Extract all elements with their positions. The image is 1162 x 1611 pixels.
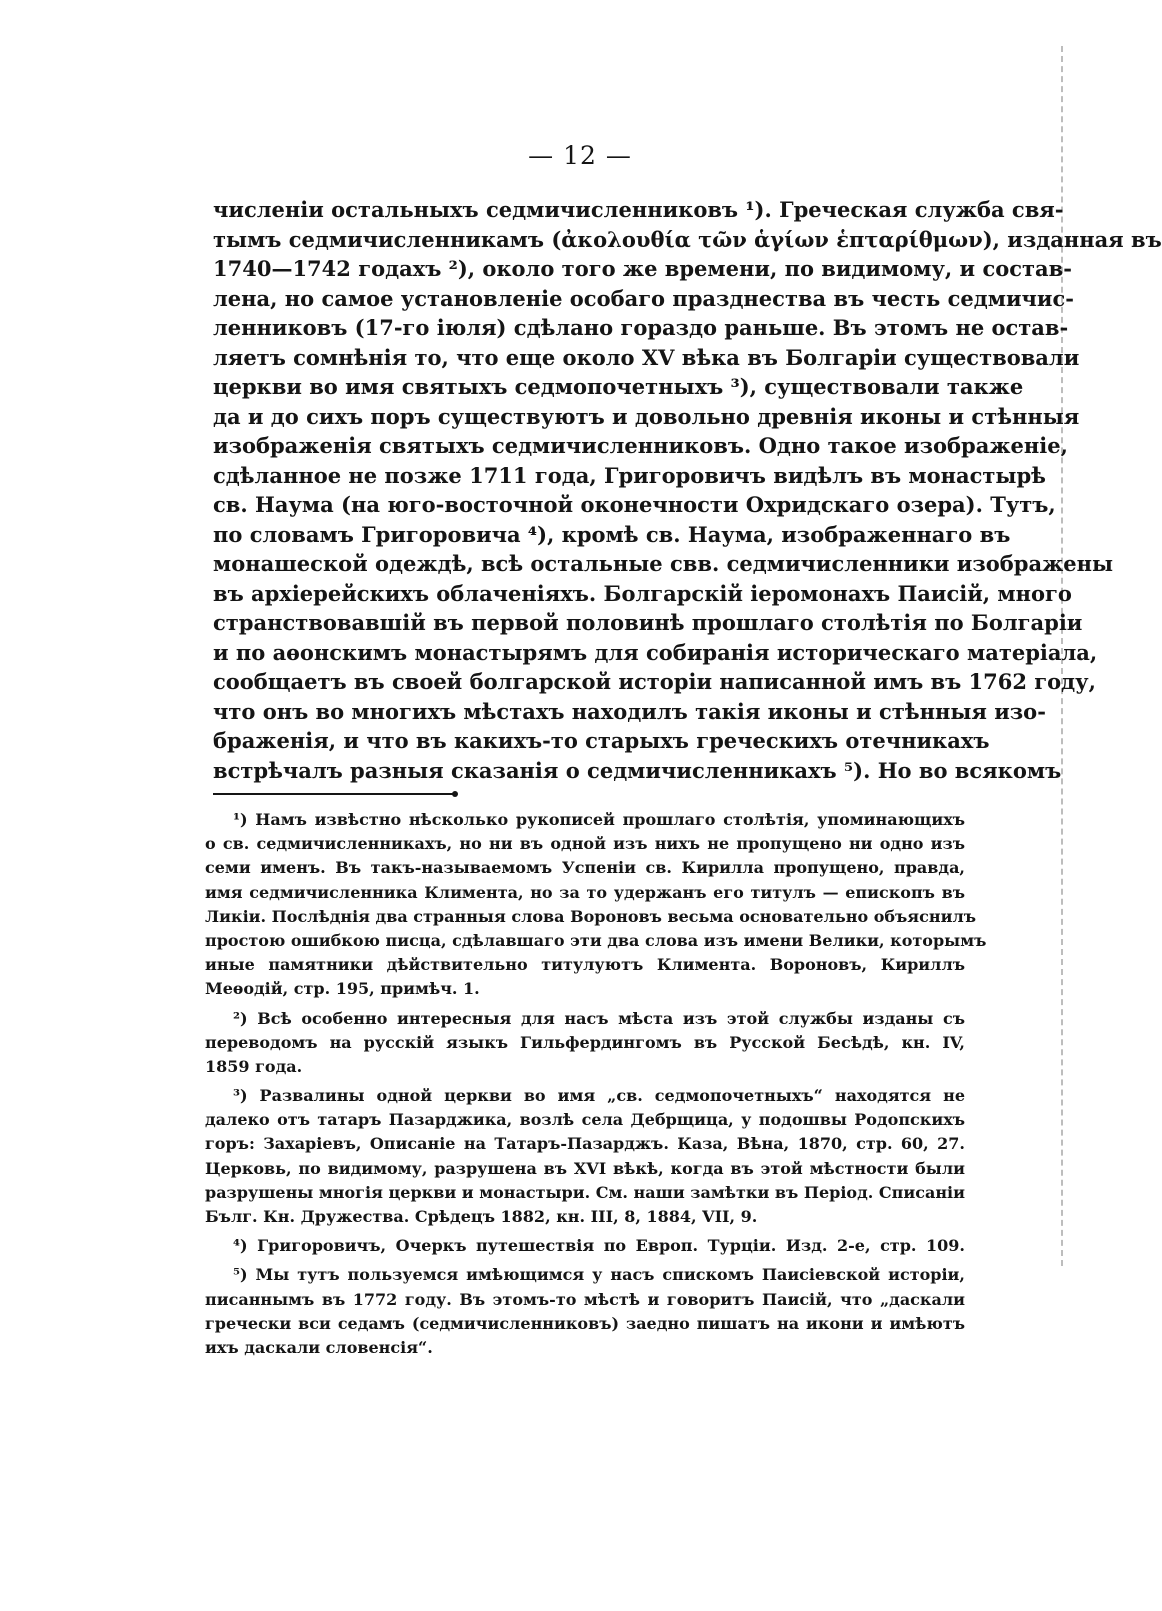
footnote-line: простою ошибкою писца, сдѣлавшаго эти два слова изъ имени Велики, которымъ: [205, 930, 987, 950]
page-number: — 12 —: [528, 141, 632, 170]
body-line: лена, но самое установленіе особаго празднества въ честь седмичис-: [213, 285, 1074, 311]
footnote-line: о св. седмичисленникахъ, но ни въ одной изъ нихъ не пропущено ни одно изъ: [205, 834, 965, 854]
footnote-line: Церковь, по видимому, разрушена въ XVI вѣкѣ, когда въ этой мѣстности были: [205, 1158, 965, 1178]
footnote-1: [205, 808, 987, 1002]
body-line: и по аѳонскимъ монастырямъ для собиранія историческаго матеріала,: [213, 639, 1098, 665]
footnote-line: переводомъ на русскій языкъ Гильфердингомъ въ Русской Бесѣдѣ, кн. IV,: [205, 1032, 965, 1052]
body-line: церкви во имя святыхъ седмопочетныхъ ³), существовали также: [213, 374, 1024, 399]
footnote-line: ³) Развалины одной церкви во имя „св. седмопочетныхъ“ находятся не: [233, 1086, 965, 1106]
body-line: по словамъ Григоровича ⁴), кромѣ св. Наума, изображеннаго въ: [213, 521, 1011, 547]
footnote-line: семи именъ. Въ такъ-называемомъ Успеніи св. Кирилла пропущено, правда,: [205, 858, 965, 878]
footnote-5: [205, 1263, 965, 1360]
footnote-line: 1859 года.: [205, 1056, 303, 1076]
body-line: изображенія святыхъ седмичисленниковъ. Одно такое изображеніе,: [213, 433, 1068, 458]
footnote-line: ⁴) Григоровичъ, Очеркъ путешествія по Европ. Турціи. Изд. 2-е, стр. 109.: [233, 1236, 965, 1256]
footnote-line: Бълг. Кн. Дружества. Срѣдецъ 1882, кн. III, 8, 1884, VII, 9.: [205, 1207, 758, 1226]
body-line: въ архіерейскихъ облаченіяхъ. Болгарскій іеромонахъ Паисій, много: [213, 580, 1072, 606]
footnote-2: [205, 1007, 965, 1080]
body-line: сдѣланное не позже 1711 года, Григоровичъ видѣлъ въ монастырѣ: [213, 462, 1046, 488]
body-line: ляетъ сомнѣнія то, что еще около XV вѣка въ Болгаріи существовали: [213, 344, 1080, 370]
main-text: [213, 195, 1162, 785]
body-line: да и до сихъ поръ существуютъ и довольно древнія иконы и стѣнныя: [213, 403, 1080, 429]
footnotes: [205, 808, 987, 1360]
footnote-line: Меѳодій, стр. 195, примѣч. 1.: [205, 979, 480, 999]
footnote-line: ихъ даскали словенсія“.: [205, 1337, 433, 1357]
body-line: 1740—1742 годахъ ²), около того же времени, по видимому, и состав-: [213, 256, 1072, 281]
footnote-line: разрушены многія церкви и монастыри. См. наши замѣтки въ Період. Списаніи: [205, 1182, 965, 1202]
footnote-line: гречески вси седамъ (седмичисленниковъ) заедно пишатъ на икони и имѣютъ: [205, 1313, 965, 1333]
body-line: монашеской одеждѣ, всѣ остальные свв. седмичисленники изображены: [213, 551, 1114, 576]
footnote-line: горъ: Захаріевъ, Описаніе на Татаръ-Пазарджъ. Каза, Вѣна, 1870, стр. 60, 27.: [205, 1134, 965, 1154]
footnote-4: [205, 1234, 965, 1258]
body-line: ленниковъ (17-го іюля) сдѣлано гораздо раньше. Въ этомъ не остав-: [213, 315, 1069, 340]
footnote-line: писаннымъ въ 1772 году. Въ этомъ-то мѣстѣ и говоритъ Паисій, что „даскали: [205, 1289, 965, 1309]
body-line: сообщаетъ въ своей болгарской исторіи написанной имъ въ 1762 году,: [213, 669, 1096, 694]
footnote-line: иные памятники дѣйствительно титулуютъ Климента. Вороновъ, Кириллъ: [205, 955, 965, 975]
footnote-3: [205, 1084, 965, 1229]
footnote-line: ⁵) Мы тутъ пользуемся имѣющимся у насъ спискомъ Паисіевской исторіи,: [233, 1265, 965, 1285]
footnote-line: далеко отъ татаръ Пазарджика, возлѣ села Дебрщица, у подошвы Родопскихъ: [205, 1110, 965, 1130]
body-line: тымъ седмичисленникамъ (ἀκολουθία τῶν ἁγίων ἑπταρίθμων), изданная въ: [213, 226, 1162, 252]
body-line: встрѣчалъ разныя сказанія о седмичисленникахъ ⁵). Но во всякомъ: [213, 757, 1062, 783]
footnote-line: ²) Всѣ особенно интересныя для насъ мѣста изъ этой службы изданы съ: [233, 1008, 965, 1028]
body-line: браженія, и что въ какихъ-то старыхъ греческихъ отечникахъ: [213, 728, 990, 753]
body-line: численіи остальныхъ седмичисленниковъ ¹). Греческая служба свя-: [213, 197, 1064, 222]
body-line: св. Наума (на юго-восточной оконечности Охридскаго озера). Тутъ,: [213, 492, 1056, 517]
footnote-line: ¹) Намъ извѣстно нѣсколько рукописей прошлаго столѣтія, упоминающихъ: [233, 810, 965, 829]
body-line: что онъ во многихъ мѣстахъ находилъ такія иконы и стѣнныя изо-: [213, 698, 1046, 724]
body-line: странствовавшій въ первой половинѣ прошлаго столѣтія по Болгаріи: [213, 610, 1083, 635]
footnote-line: имя седмичисленника Климента, но за то удержанъ его титулъ — епископъ въ: [205, 882, 965, 902]
footnote-line: Ликіи. Послѣднія два странныя слова Вороновъ весьма основательно объяснилъ: [205, 906, 976, 926]
footnote-separator: [213, 793, 456, 795]
